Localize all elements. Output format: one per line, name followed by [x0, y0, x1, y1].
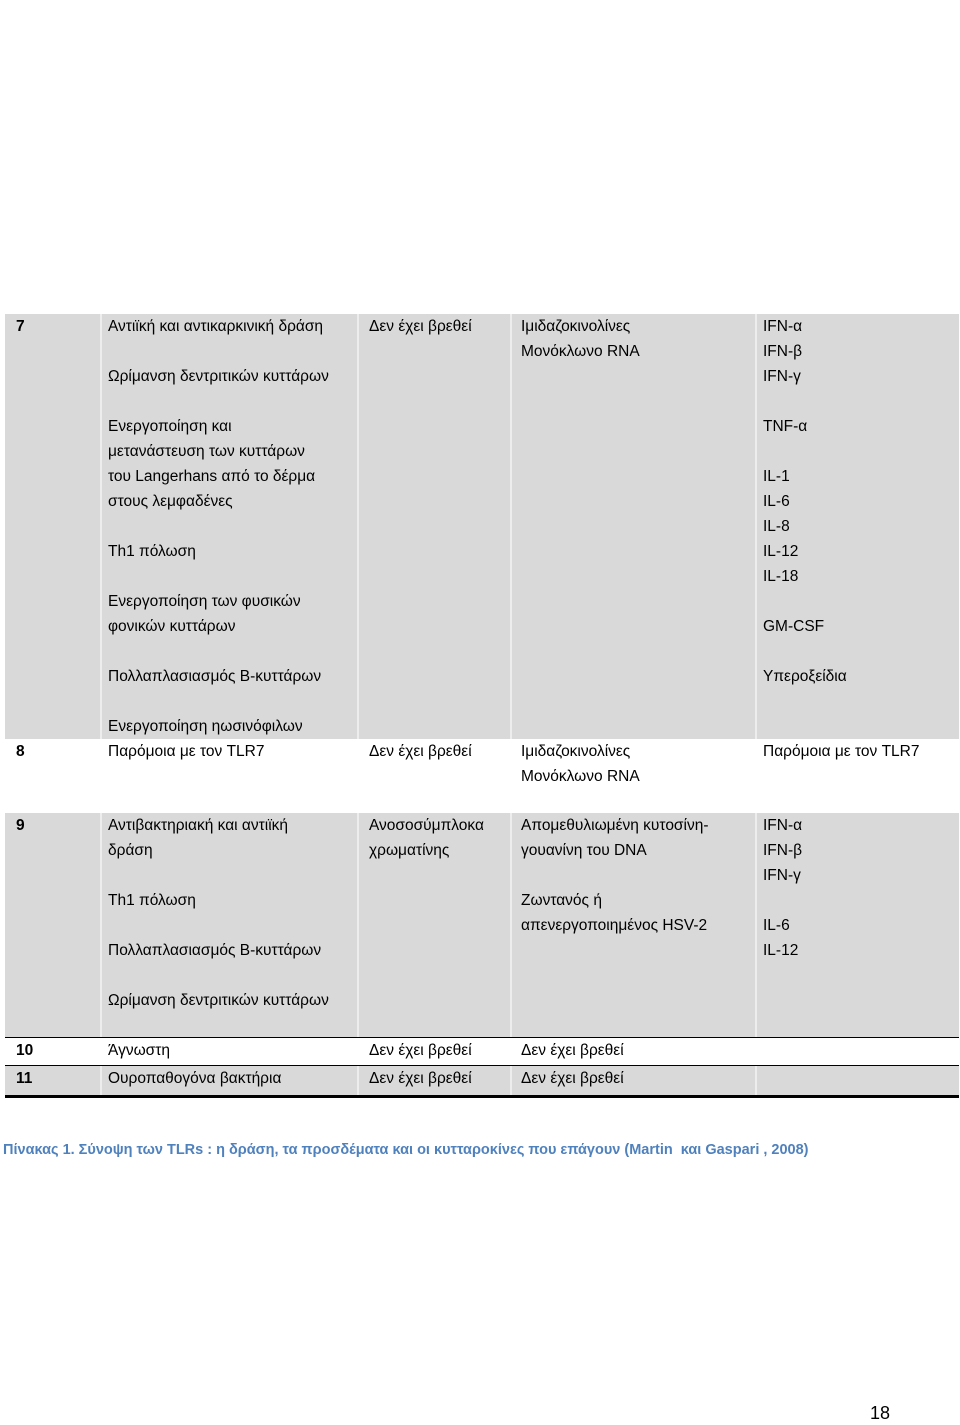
action-cell — [100, 1038, 357, 1065]
cell-line: Ανοσοσύμπλοκα — [369, 817, 484, 834]
tlr-number: 10 — [16, 1042, 34, 1059]
action-cell — [100, 813, 357, 1037]
cell-line: IL-8 — [763, 518, 790, 535]
cell-paragraph — [108, 1038, 357, 1063]
cell-paragraph — [521, 813, 755, 863]
table-row — [5, 739, 959, 813]
cell-line: GM-CSF — [763, 618, 825, 635]
cell-paragraph — [369, 314, 510, 339]
cell-paragraph — [369, 1038, 510, 1063]
cell-line: Μονόκλωνο RNA — [521, 768, 640, 785]
cell-line: του Langerhans από το δέρμα — [108, 468, 316, 485]
tlr-number-cell — [5, 1066, 100, 1095]
cell-paragraph — [108, 314, 357, 339]
cell-paragraph — [763, 414, 959, 439]
table-row — [5, 813, 959, 1037]
pathogen-ligands-cell — [510, 1066, 755, 1095]
cell-paragraph — [369, 1066, 510, 1091]
cell-paragraph — [108, 589, 357, 639]
action-cell — [100, 314, 357, 739]
cell-line: Th1 πόλωση — [108, 892, 196, 909]
cell-line: στους λεμφαδένες — [108, 493, 233, 510]
host-ligands-cell — [357, 813, 510, 1037]
cell-line: Μονόκλωνο RNA — [521, 343, 640, 360]
cell-line: Αντιϊκή και αντικαρκινική δράση — [108, 318, 324, 335]
cell-line: Παρόμοια με τον TLR7 — [108, 743, 265, 760]
cell-paragraph — [108, 888, 357, 913]
cell-line: φονικών κυττάρων — [108, 618, 236, 635]
cell-paragraph — [521, 888, 755, 938]
table-row — [5, 1037, 959, 1065]
cell-line: IL-12 — [763, 543, 799, 560]
cell-line: Παρόμοια με τον TLR7 — [763, 743, 920, 760]
tlr-number: 7 — [16, 318, 25, 335]
tlr-number-cell — [5, 1038, 100, 1065]
cell-paragraph — [763, 913, 959, 963]
cell-paragraph — [763, 314, 959, 389]
cell-paragraph — [369, 813, 510, 863]
pathogen-ligands-cell — [510, 314, 755, 739]
cell-line: IL-12 — [763, 942, 799, 959]
cell-line: Ενεργοποίηση των φυσικών — [108, 593, 301, 610]
cell-line: Ωρίμανση δεντριτικών κυττάρων — [108, 368, 329, 385]
cell-line: TNF-α — [763, 418, 808, 435]
host-ligands-cell — [357, 1038, 510, 1065]
cell-line: Δεν έχει βρεθεί — [369, 1070, 472, 1087]
cell-line: Πολλαπλασιασμός Β-κυττάρων — [108, 942, 322, 959]
cell-line: δράση — [108, 842, 153, 859]
cytokines-cell — [755, 1038, 959, 1065]
cell-line: IFN-β — [763, 343, 803, 360]
cell-paragraph — [108, 988, 357, 1013]
cell-line: Υπεροξείδια — [763, 668, 847, 685]
cell-line: γουανίνη του DNA — [521, 842, 647, 859]
cell-paragraph — [108, 739, 357, 764]
cell-line: απενεργοποιημένος HSV-2 — [521, 917, 708, 934]
cell-line: Αντιβακτηριακή και αντιϊκή — [108, 817, 289, 834]
cell-line: Th1 πόλωση — [108, 543, 196, 560]
pathogen-ligands-cell — [510, 739, 755, 813]
table-caption: Πίνακας 1. Σύνοψη των TLRs : η δράση, τα προσδέματα και οι κυτταροκίνες που επάγουν (Martin και Gaspari , 2008) — [3, 1142, 809, 1158]
cytokines-cell — [755, 314, 959, 739]
cell-paragraph — [108, 364, 357, 389]
cell-paragraph — [108, 714, 357, 739]
cell-paragraph — [521, 1038, 755, 1063]
cell-line: Δεν έχει βρεθεί — [369, 1042, 472, 1059]
cell-line: Ουροπαθογόνα βακτήρια — [108, 1070, 282, 1087]
cell-line: Δεν έχει βρεθεί — [521, 1070, 624, 1087]
host-ligands-cell — [357, 314, 510, 739]
cell-paragraph — [763, 614, 959, 639]
cell-line: Απομεθυλιωμένη κυτοσίνη- — [521, 817, 709, 834]
cell-paragraph — [763, 739, 959, 764]
cell-paragraph — [763, 664, 959, 689]
tlr-number: 8 — [16, 743, 25, 760]
cell-paragraph — [763, 813, 959, 888]
cell-paragraph — [521, 1066, 755, 1091]
cell-line: IFN-γ — [763, 867, 801, 884]
cell-line: IL-6 — [763, 493, 790, 510]
host-ligands-cell — [357, 739, 510, 813]
host-ligands-cell — [357, 1066, 510, 1095]
cell-paragraph — [108, 539, 357, 564]
action-cell — [100, 739, 357, 813]
cell-line: IFN-α — [763, 318, 803, 335]
cell-paragraph — [108, 1066, 357, 1091]
cell-line: μετανάστευση των κυττάρων — [108, 443, 305, 460]
cell-paragraph — [108, 938, 357, 963]
cell-paragraph — [108, 664, 357, 689]
cell-line: IL-18 — [763, 568, 799, 585]
cell-paragraph — [108, 414, 357, 514]
tlr-number: 11 — [16, 1070, 33, 1087]
cell-line: IL-6 — [763, 917, 790, 934]
tlr-table — [5, 314, 959, 1098]
cell-line: IL-1 — [763, 468, 790, 485]
cell-line: Άγνωστη — [108, 1042, 170, 1059]
cell-line: Ιμιδαζοκινολίνες — [521, 318, 631, 335]
cytokines-cell — [755, 813, 959, 1037]
cell-line: Δεν έχει βρεθεί — [369, 318, 472, 335]
cell-paragraph — [521, 739, 755, 789]
cell-line: χρωματίνης — [369, 842, 450, 859]
cell-line: Πολλαπλασιασμός Β-κυττάρων — [108, 668, 322, 685]
cell-paragraph — [763, 464, 959, 589]
pathogen-ligands-cell — [510, 813, 755, 1037]
page-number: 18 — [870, 1403, 891, 1423]
cell-line: Ενεργοποίηση ηωσινόφιλων — [108, 718, 303, 735]
cell-paragraph — [369, 739, 510, 764]
cell-paragraph — [521, 314, 755, 364]
cell-line: Ιμιδαζοκινολίνες — [521, 743, 631, 760]
cell-line: IFN-α — [763, 817, 803, 834]
tlr-number-cell — [5, 813, 100, 1037]
table-row — [5, 1065, 959, 1098]
cell-line: Ενεργοποίηση και — [108, 418, 232, 435]
cell-paragraph — [108, 813, 357, 863]
cell-line: IFN-γ — [763, 368, 801, 385]
cytokines-cell — [755, 739, 959, 813]
action-cell — [100, 1066, 357, 1095]
tlr-number-cell — [5, 314, 100, 739]
cytokines-cell — [755, 1066, 959, 1095]
cell-line: IFN-β — [763, 842, 803, 859]
table-row — [5, 314, 959, 739]
tlr-number: 9 — [16, 817, 25, 834]
cell-line: Δεν έχει βρεθεί — [521, 1042, 624, 1059]
pathogen-ligands-cell — [510, 1038, 755, 1065]
cell-line: Δεν έχει βρεθεί — [369, 743, 472, 760]
cell-line: Ωρίμανση δεντριτικών κυττάρων — [108, 992, 329, 1009]
tlr-number-cell — [5, 739, 100, 813]
cell-line: Ζωντανός ή — [521, 892, 602, 909]
